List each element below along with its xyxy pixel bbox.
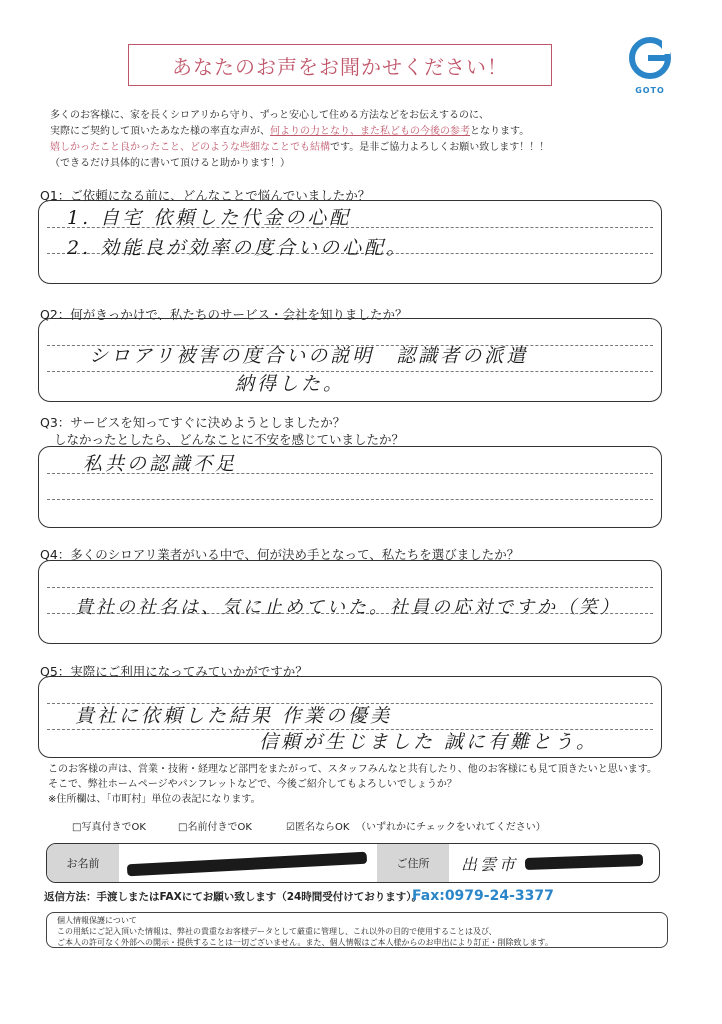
page-title: あなたのお声をお聞かせください！ [128, 44, 552, 86]
emphasis-text: 嬉しかったこと良かったこと、どのような些細なことでも結構 [50, 142, 330, 153]
consent-photo-checkbox[interactable]: □写真付きでOK [72, 822, 146, 833]
privacy-line: 個人情報保護について [57, 916, 137, 925]
question-3: Q3：サービスを知ってすぐに決めようとしましたか？ [40, 415, 346, 430]
handwritten-answer: 2. 効能良が効率の度合いの心配。 [67, 237, 409, 259]
address-label: ご住所 [377, 844, 449, 882]
emphasis-text: 何よりの力となり、また私どもの今後の参考 [270, 126, 470, 137]
name-label: お名前 [47, 844, 119, 882]
answer-box-1 [38, 200, 662, 284]
logo-icon [626, 36, 674, 82]
handwritten-answer: 信頼が生じました 誠に有難とう。 [259, 731, 599, 753]
handwritten-answer: 1. 自宅 依頼した代金の心配 [67, 207, 352, 229]
footer-line: そこで、弊社ホームページやパンフレットなどで、今後ご紹介してもよろしいでしょうか？ [48, 779, 457, 790]
consent-name-checkbox[interactable]: □名前付きでOK [178, 822, 252, 833]
intro-text [50, 108, 670, 172]
footer-line: ※住所欄は、「市町村」単位の表記になります。 [48, 794, 261, 805]
goto-logo [626, 36, 674, 94]
redacted-address [525, 854, 643, 870]
handwritten-answer: シロアリ被害の度合いの説明 認識者の派遣 [89, 345, 529, 367]
answer-box-4 [38, 560, 662, 644]
privacy-notice [46, 912, 668, 948]
intro-line: 多くのお客様に、家を長くシロアリから守り、ずっと安心して住める方法などをお伝えするのに、 [50, 110, 489, 121]
privacy-line: ご本人の許可なく外部への開示・提供することは一切ございません。また、個人情報はご本人様からのお申出により訂正・削除致します。 [57, 938, 553, 947]
address-value: 出雲市 [461, 855, 519, 874]
intro-line: 実際にご契約して頂いたあなた様の率直な声が、何よりの力となり、また私どもの今後の参考となります。 [50, 126, 530, 137]
footer-line: このお客様の声は、営業・技術・経理など部門をまたがって、スタッフみんなと共有したり、他のお客様にも見て頂きたいと思います。 [48, 764, 657, 775]
question-2: Q2：何がきっかけで、私たちのサービス・会社を知りましたか？ [40, 307, 408, 322]
handwritten-answer: 納得した。 [235, 373, 346, 395]
question-4: Q4：多くのシロアリ業者がいる中で、何が決め手となって、私たちを選びましたか？ [40, 547, 520, 562]
privacy-line: この用紙にご記入頂いた情報は、弊社の貴重なお客様データとして厳重に管理し、これ以外の目的で使用することは及び、 [57, 927, 497, 936]
info-box [46, 843, 660, 883]
send-method: 返信方法：手渡しまたはFAXにてお願い致します（24時間受付けております）。 [44, 891, 423, 903]
intro-line: （できるだけ具体的に書いて頂けると助かります！） [50, 158, 290, 169]
redacted-name [127, 852, 367, 877]
question-1: Q1：ご依頼になる前に、どんなことで悩んでいましたか？ [40, 188, 371, 203]
intro-line: 嬉しかったこと良かったこと、どのような些細なことでも結構です。是非ご協力よろしくお願い致します！！！ [50, 142, 550, 153]
consent-anonymous-checkbox[interactable]: ☑匿名ならOK [286, 822, 350, 833]
answer-box-5 [38, 676, 662, 758]
question-3-sub: しなかったとしたら、どんなことに不安を感じていましたか？ [54, 432, 405, 447]
fax-number: Fax:0979-24-3377 [412, 888, 554, 904]
footer-text [48, 762, 688, 807]
logo-text: GOTO [635, 86, 665, 95]
answer-box-3 [38, 446, 662, 528]
handwritten-answer: 私共の認識不足 [83, 453, 238, 475]
question-5: Q5：実際にご利用になってみていかがですか？ [40, 664, 308, 679]
handwritten-answer: 貴社に依頼した結果 作業の優美 [75, 705, 393, 727]
handwritten-answer: 貴社の社名は、気に止めていた。社員の応対ですか（笑） [75, 597, 621, 618]
consent-note: （いずれかにチェックをいれてください） [356, 822, 546, 833]
answer-box-2 [38, 318, 662, 402]
